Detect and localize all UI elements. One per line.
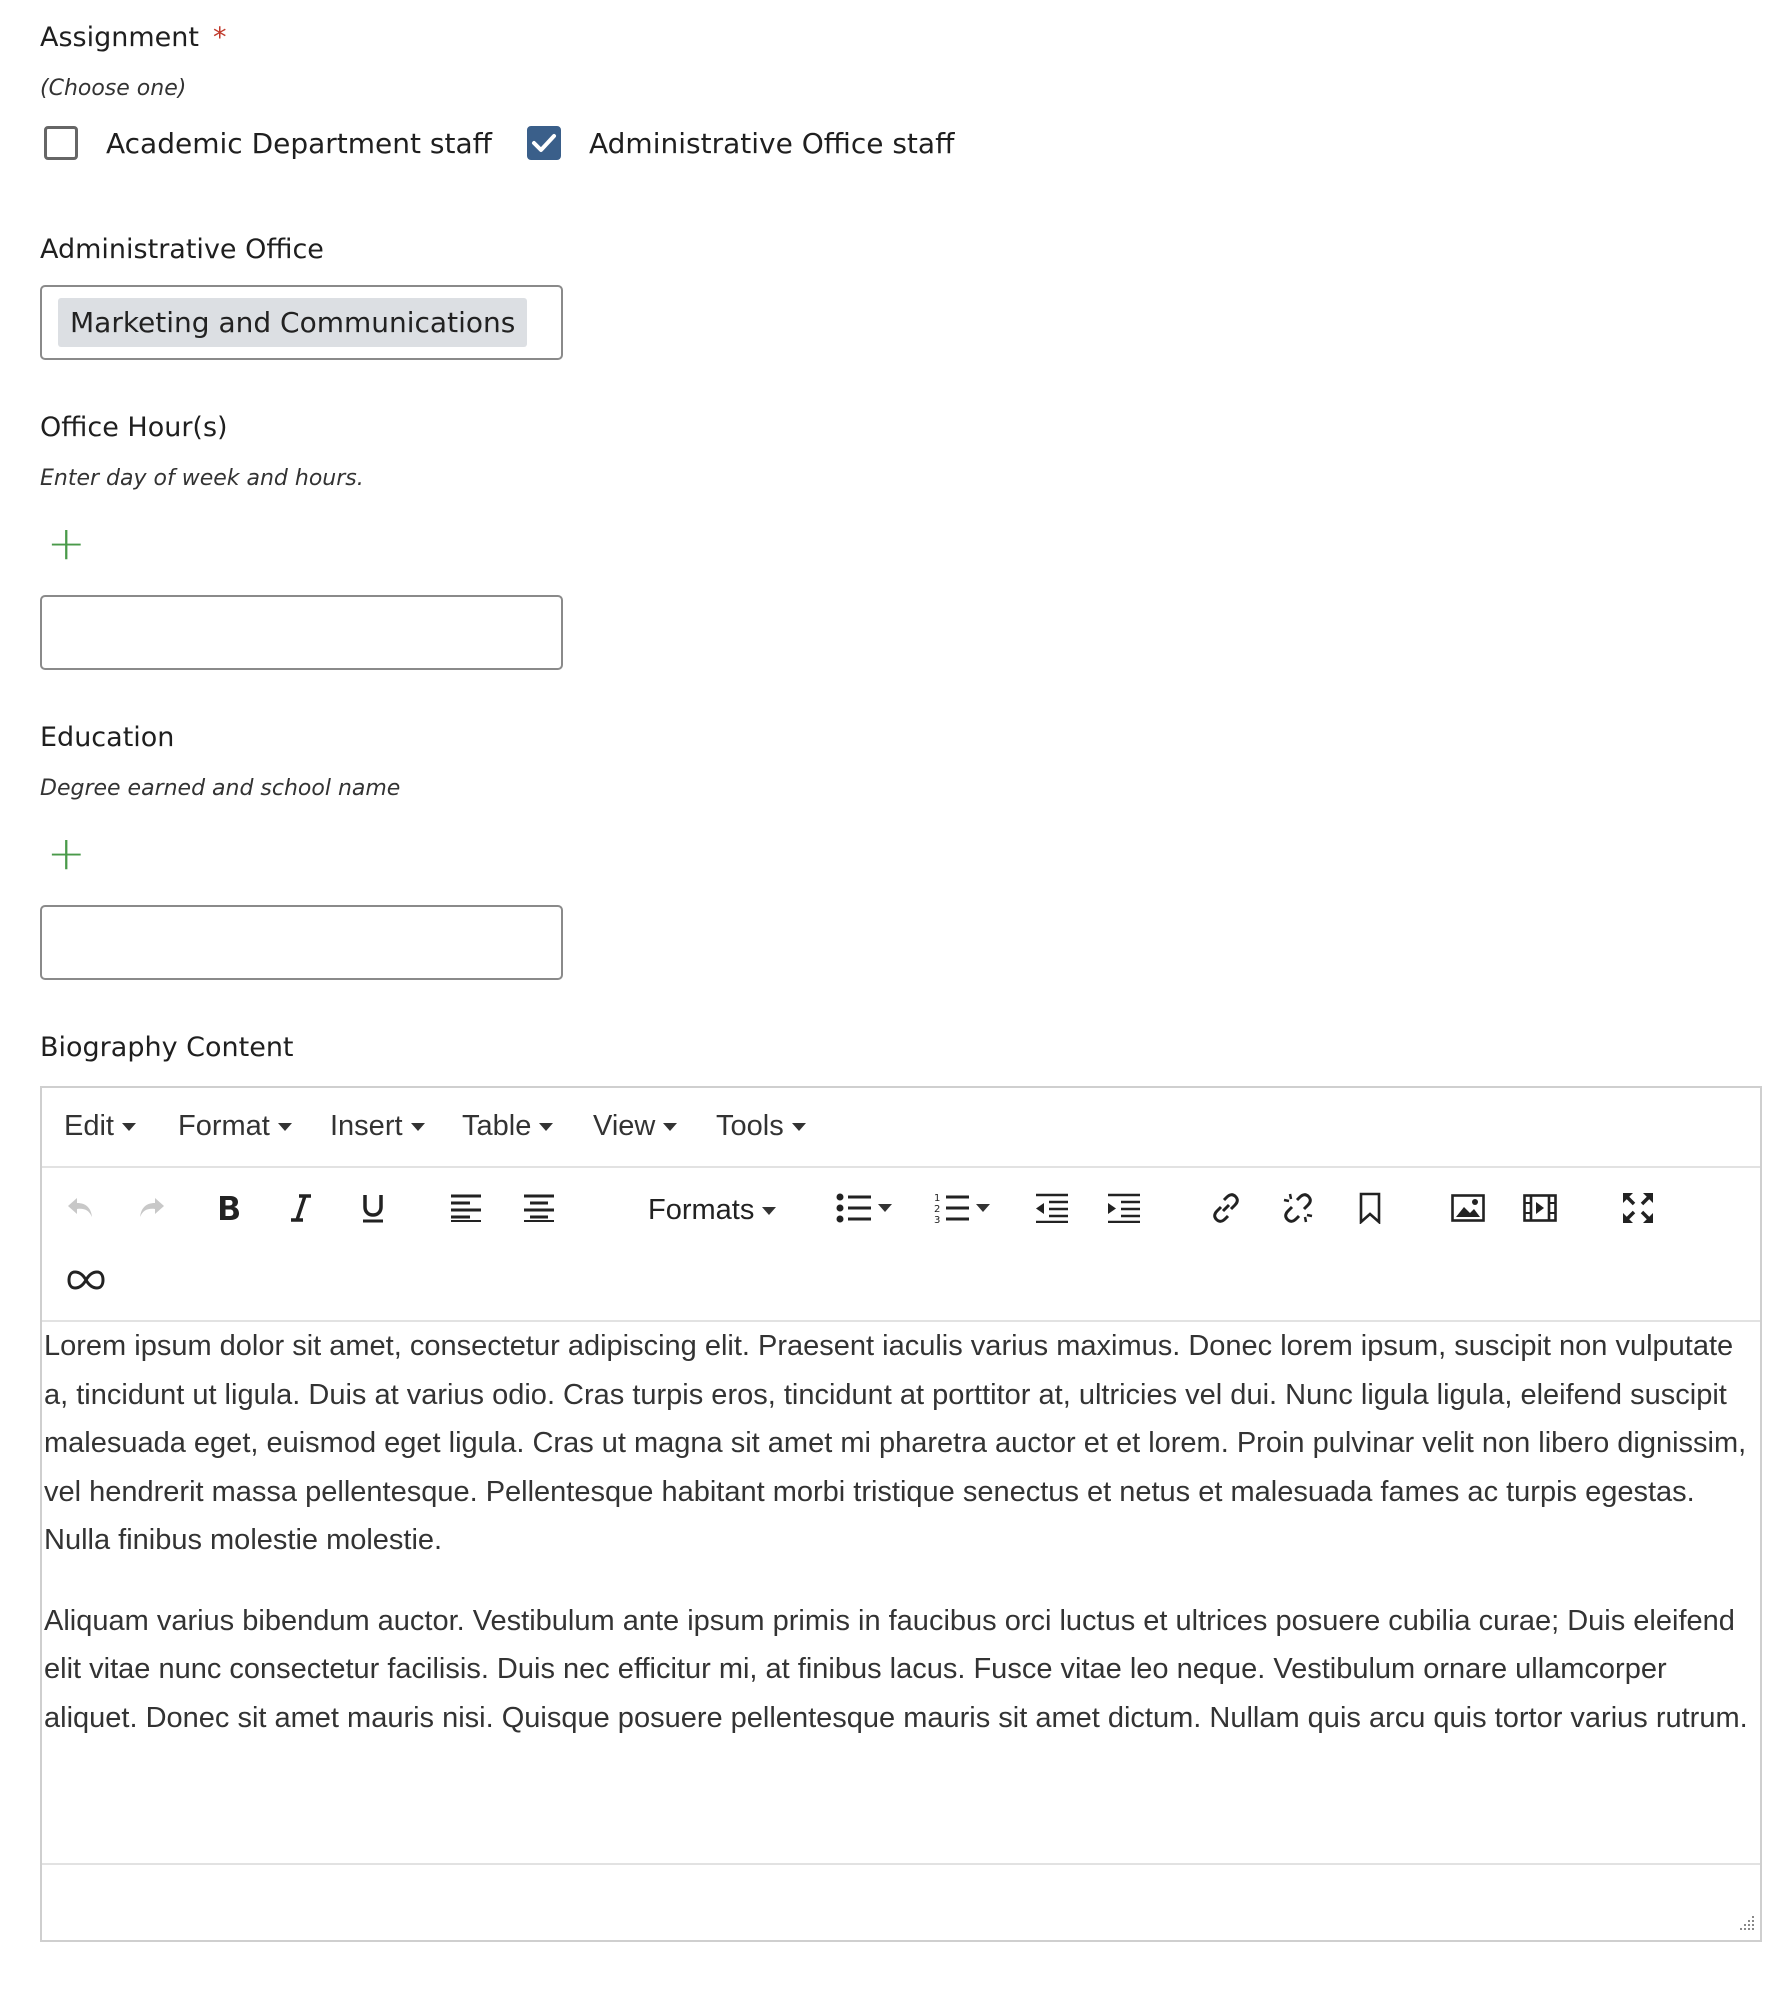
anchor-link-icon[interactable] [64,1258,108,1302]
editor-statusbar [42,1863,1760,1940]
formats-label: Formats [648,1194,755,1226]
assignment-field [40,22,226,53]
menu-tools[interactable] [716,1110,806,1143]
assignment-help: (Choose one) [40,76,187,101]
editor-content-area[interactable] [44,1322,1758,1774]
underline-icon[interactable] [351,1186,395,1230]
menu-view[interactable] [593,1110,677,1143]
link-icon[interactable] [1204,1186,1248,1230]
checkbox-academic-staff[interactable] [44,126,492,160]
bullet-list-dropdown[interactable] [872,1186,898,1230]
office-hours-add-icon[interactable]: + [47,516,86,570]
menu-view-label: View [593,1110,656,1142]
biography-label: Biography Content [40,1032,294,1063]
menu-edit-label: Edit [64,1110,114,1142]
fullscreen-icon[interactable] [1616,1186,1660,1230]
education-label: Education [40,722,175,753]
assignment-label: Assignment [40,22,199,53]
media-icon[interactable] [1518,1186,1562,1230]
indent-icon[interactable] [1102,1186,1146,1230]
menu-edit[interactable] [64,1110,136,1143]
menu-table[interactable] [462,1110,553,1143]
education-help: Degree earned and school name [40,776,401,801]
menu-insert[interactable] [330,1110,425,1143]
editor-toolbar [42,1168,1760,1322]
checkbox-administrative-staff[interactable] [527,126,954,160]
menu-format[interactable] [178,1110,292,1143]
bookmark-icon[interactable] [1348,1186,1392,1230]
education-add-icon[interactable]: + [47,826,86,880]
svg-text:3: 3 [934,1215,941,1224]
menu-table-label: Table [462,1110,532,1142]
menu-tools-label: Tools [716,1110,784,1142]
svg-text:1: 1 [934,1193,941,1204]
menu-format-label: Format [178,1110,270,1142]
svg-text:2: 2 [934,1204,941,1215]
redo-icon[interactable] [130,1186,174,1230]
numbered-list-icon[interactable] [930,1186,974,1230]
rich-text-editor [40,1086,1762,1942]
education-input[interactable] [40,905,563,980]
checkbox-administrative-staff-box[interactable] [527,126,561,160]
undo-icon[interactable] [58,1186,102,1230]
resize-handle-icon[interactable] [1736,1912,1756,1936]
biography-paragraph: Aliquam varius bibendum auctor. Vestibulum ante ipsum primis in faucibus orci luctus et ultrices posuere cubilia curae; Duis eleifend elit vitae nunc consectetur facilisis. Duis nec efficitur mi, at finibus lacus. Fusce vitae leo neque. Vestibulum ornare ullamcorper aliquet. Donec sit amet mauris nisi. Quisque posuere pellentesque mauris sit amet dictum. Nullam quis arcu quis tortor varius rutrum. [44,1604,1748,1734]
office-hours-input[interactable] [40,595,563,670]
biography-paragraph: Lorem ipsum dolor sit amet, consectetur adipiscing elit. Praesent iaculis varius maximus. Donec lorem ipsum, suscipit non vulputate a, tincidunt ut ligula. Duis at varius odio. Cras turpis eros, tincidunt at porttitor at, ultricies vel dui. Nunc ligula ligula, eleifend suscipit malesuada eget, euismod eget ligula. Cras ut magna sit amet mi pharetra auctor et et lorem. Proin pulvinar velit non libero dignissim, vel hendrerit massa pellentesque. Pellentesque habitant morbi tristique senectus et netus et malesuada fames ac turpis egestas. Nulla finibus molestie molestie. [44,1330,1747,1556]
image-icon[interactable] [1446,1186,1490,1230]
office-hours-help: Enter day of week and hours. [40,466,364,491]
checkbox-academic-staff-label[interactable]: Academic Department staff [106,126,492,160]
outdent-icon[interactable] [1030,1186,1074,1230]
office-hours-label: Office Hour(s) [40,412,228,443]
checkmark-icon [531,132,557,154]
checkbox-administrative-staff-label[interactable]: Administrative Office staff [589,126,955,160]
required-marker: * [212,22,227,53]
menu-insert-label: Insert [330,1110,403,1142]
align-center-icon[interactable] [517,1186,561,1230]
editor-menubar [42,1088,1760,1168]
administrative-office-select[interactable] [40,285,563,360]
align-left-icon[interactable] [444,1186,488,1230]
administrative-office-label: Administrative Office [40,234,324,265]
formats-dropdown[interactable] [648,1194,776,1227]
unlink-icon[interactable] [1276,1186,1320,1230]
bold-icon[interactable] [207,1186,251,1230]
bullet-list-icon[interactable] [832,1186,876,1230]
numbered-list-dropdown[interactable] [970,1186,996,1230]
italic-icon[interactable] [279,1186,323,1230]
selected-office-chip[interactable]: Marketing and Communications [58,298,527,347]
checkbox-academic-staff-box[interactable] [44,126,78,160]
